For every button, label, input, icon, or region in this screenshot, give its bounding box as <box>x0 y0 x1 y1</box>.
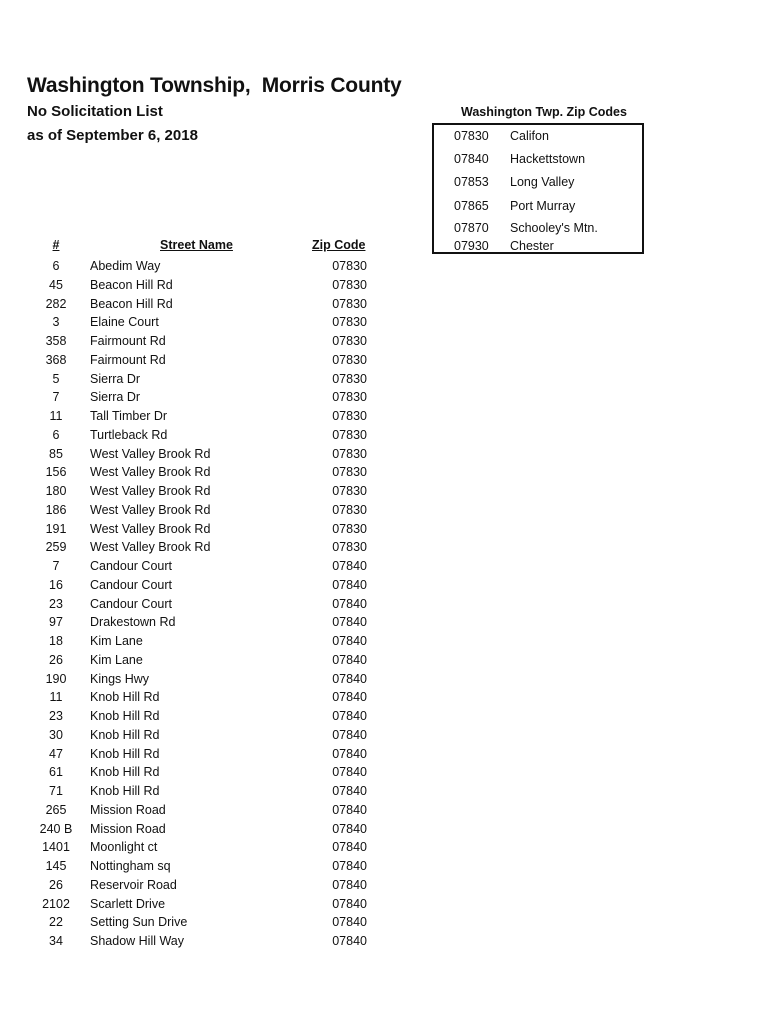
zip-code: 07830 <box>332 427 367 442</box>
street-name: Candour Court <box>90 577 172 592</box>
table-row <box>0 257 770 276</box>
zip-code: 07840 <box>332 821 367 836</box>
house-number: 7 <box>52 559 60 573</box>
house-number: 358 <box>45 334 67 348</box>
table-row <box>0 726 770 745</box>
table-row <box>0 857 770 876</box>
page-title: Washington Township, Morris County <box>27 74 402 97</box>
table-row <box>0 426 770 445</box>
table-row <box>0 351 770 370</box>
house-number: 6 <box>52 259 60 273</box>
table-row <box>0 482 770 501</box>
zip-code-entry <box>434 199 642 217</box>
house-number: 47 <box>49 746 63 761</box>
zip-code: 07840 <box>454 152 489 166</box>
zip-code: 07840 <box>332 559 367 573</box>
house-number: 156 <box>45 465 67 480</box>
house-number: 85 <box>49 446 63 461</box>
table-row <box>0 332 770 351</box>
house-number: 97 <box>49 615 63 630</box>
street-name: Fairmount Rd <box>90 352 166 367</box>
house-number: 259 <box>45 540 67 555</box>
table-row <box>0 745 770 764</box>
zip-code: 07840 <box>332 652 367 667</box>
house-number: 7 <box>52 390 60 405</box>
house-number: 186 <box>45 502 67 517</box>
house-number: 145 <box>45 859 67 873</box>
street-name: Kim Lane <box>90 634 143 648</box>
house-number: 6 <box>52 427 60 442</box>
zip-code: 07830 <box>332 502 367 517</box>
table-row <box>0 557 770 576</box>
street-name: Beacon Hill Rd <box>90 277 173 292</box>
table-row <box>0 407 770 426</box>
house-number: 34 <box>49 934 63 948</box>
zip-code: 07840 <box>332 615 367 630</box>
house-number: 2102 <box>42 896 70 911</box>
street-name: West Valley Brook Rd <box>90 502 211 517</box>
zip-code: 07830 <box>332 277 367 292</box>
table-row <box>0 895 770 914</box>
table-row <box>0 388 770 407</box>
street-name: Nottingham sq <box>90 859 171 873</box>
table-row <box>0 370 770 389</box>
zip-code: 07830 <box>332 446 367 461</box>
zip-code: 07870 <box>454 221 489 235</box>
zip-code: 07830 <box>332 465 367 480</box>
table-row <box>0 276 770 295</box>
table-row <box>0 913 770 932</box>
table-row <box>0 820 770 839</box>
zip-code: 07840 <box>332 746 367 761</box>
house-number: 3 <box>52 315 60 330</box>
zip-code: 07830 <box>332 259 367 273</box>
table-row <box>0 463 770 482</box>
zip-code: 07840 <box>332 727 367 742</box>
house-number: 11 <box>49 409 63 423</box>
table-row <box>0 782 770 801</box>
street-name: West Valley Brook Rd <box>90 540 211 555</box>
column-header-zip: Zip Code <box>312 238 366 252</box>
table-row <box>0 670 770 689</box>
column-header-street: Street Name <box>160 238 233 252</box>
house-number: 61 <box>49 765 63 780</box>
house-number: 26 <box>49 877 63 892</box>
column-header-number: # <box>52 238 60 252</box>
zip-code-entry <box>434 221 642 239</box>
zip-code: 07840 <box>332 915 367 930</box>
street-name: West Valley Brook Rd <box>90 465 211 480</box>
zip-code: 07840 <box>332 896 367 911</box>
street-name: Drakestown Rd <box>90 615 176 630</box>
street-name: Fairmount Rd <box>90 334 166 348</box>
table-row <box>0 838 770 857</box>
zip-code: 07865 <box>454 199 489 213</box>
zip-town: Califon <box>510 129 549 143</box>
table-row <box>0 445 770 464</box>
zip-code: 07830 <box>454 129 489 143</box>
street-name: Reservoir Road <box>90 877 177 892</box>
zip-town: Port Murray <box>510 199 576 213</box>
street-name: Mission Road <box>90 802 166 817</box>
zip-codes-heading: Washington Twp. Zip Codes <box>461 105 627 119</box>
house-number: 26 <box>49 652 63 667</box>
street-name: Kings Hwy <box>90 671 150 686</box>
house-number: 11 <box>49 690 63 705</box>
street-name: Setting Sun Drive <box>90 915 188 930</box>
street-name: Scarlett Drive <box>90 896 166 911</box>
zip-codes-box <box>432 123 644 254</box>
street-name: West Valley Brook Rd <box>90 446 211 461</box>
house-number: 1401 <box>42 840 70 855</box>
zip-code: 07830 <box>332 315 367 330</box>
house-number: 16 <box>49 577 63 592</box>
house-number: 265 <box>45 802 67 817</box>
street-name: Sierra Dr <box>90 390 141 405</box>
zip-code: 07830 <box>332 296 367 311</box>
table-row <box>0 538 770 557</box>
house-number: 5 <box>52 371 60 386</box>
zip-code: 07830 <box>332 371 367 386</box>
zip-code: 07830 <box>332 484 367 498</box>
address-list <box>0 257 770 951</box>
zip-code: 07830 <box>332 521 367 536</box>
table-row <box>0 520 770 539</box>
zip-code: 07840 <box>332 784 367 798</box>
zip-town: Chester <box>510 239 554 253</box>
zip-code: 07840 <box>332 802 367 817</box>
house-number: 18 <box>49 634 63 648</box>
zip-code-entry <box>434 175 642 193</box>
zip-code: 07830 <box>332 352 367 367</box>
zip-code: 07840 <box>332 859 367 873</box>
zip-code: 07840 <box>332 840 367 855</box>
street-name: Shadow Hill Way <box>90 934 185 948</box>
zip-town: Hackettstown <box>510 152 586 166</box>
table-row <box>0 651 770 670</box>
house-number: 22 <box>49 915 63 930</box>
street-name: Sierra Dr <box>90 371 141 386</box>
table-row <box>0 632 770 651</box>
table-row <box>0 932 770 951</box>
table-row <box>0 595 770 614</box>
zip-code: 07840 <box>332 877 367 892</box>
street-name: Kim Lane <box>90 652 143 667</box>
zip-code-entry <box>434 129 642 147</box>
table-row <box>0 613 770 632</box>
table-row <box>0 876 770 895</box>
street-name: Tall Timber Dr <box>90 409 168 423</box>
street-name: Mission Road <box>90 821 166 836</box>
zip-code: 07840 <box>332 934 367 948</box>
zip-code: 07830 <box>332 409 367 423</box>
zip-code-entry <box>434 239 642 257</box>
street-name: Elaine Court <box>90 315 159 330</box>
house-number: 23 <box>49 709 63 723</box>
house-number: 30 <box>49 727 63 742</box>
house-number: 190 <box>45 671 67 686</box>
zip-code-entry <box>434 152 642 170</box>
table-row <box>0 801 770 820</box>
street-name: Candour Court <box>90 596 172 611</box>
street-name: West Valley Brook Rd <box>90 484 211 498</box>
table-row <box>0 313 770 332</box>
street-name: West Valley Brook Rd <box>90 521 211 536</box>
street-name: Knob Hill Rd <box>90 784 160 798</box>
house-number: 368 <box>45 352 67 367</box>
table-row <box>0 763 770 782</box>
street-name: Candour Court <box>90 559 172 573</box>
list-subtitle: No Solicitation List <box>27 103 163 120</box>
house-number: 180 <box>45 484 67 498</box>
zip-town: Long Valley <box>510 175 575 189</box>
table-row <box>0 295 770 314</box>
zip-code: 07840 <box>332 765 367 780</box>
zip-code: 07830 <box>332 390 367 405</box>
street-name: Turtleback Rd <box>90 427 168 442</box>
street-name: Beacon Hill Rd <box>90 296 173 311</box>
zip-code: 07930 <box>454 239 489 253</box>
street-name: Knob Hill Rd <box>90 746 160 761</box>
street-name: Knob Hill Rd <box>90 727 160 742</box>
street-name: Knob Hill Rd <box>90 765 160 780</box>
zip-code: 07840 <box>332 671 367 686</box>
zip-code: 07840 <box>332 690 367 705</box>
list-date: as of September 6, 2018 <box>27 127 198 144</box>
house-number: 45 <box>49 277 63 292</box>
house-number: 191 <box>45 521 67 536</box>
table-row <box>0 688 770 707</box>
street-name: Knob Hill Rd <box>90 690 160 705</box>
house-number: 282 <box>45 296 67 311</box>
street-name: Abedim Way <box>90 259 161 273</box>
zip-code: 07840 <box>332 709 367 723</box>
zip-code: 07840 <box>332 634 367 648</box>
table-row <box>0 576 770 595</box>
zip-town: Schooley's Mtn. <box>510 221 598 235</box>
zip-code: 07840 <box>332 596 367 611</box>
zip-code: 07840 <box>332 577 367 592</box>
house-number: 23 <box>49 596 63 611</box>
street-name: Knob Hill Rd <box>90 709 160 723</box>
zip-code: 07853 <box>454 175 489 189</box>
house-number: 71 <box>49 784 63 798</box>
zip-code: 07830 <box>332 334 367 348</box>
street-name: Moonlight ct <box>90 840 158 855</box>
table-row <box>0 501 770 520</box>
zip-code: 07830 <box>332 540 367 555</box>
house-number: 240 B <box>39 821 73 836</box>
table-row <box>0 707 770 726</box>
